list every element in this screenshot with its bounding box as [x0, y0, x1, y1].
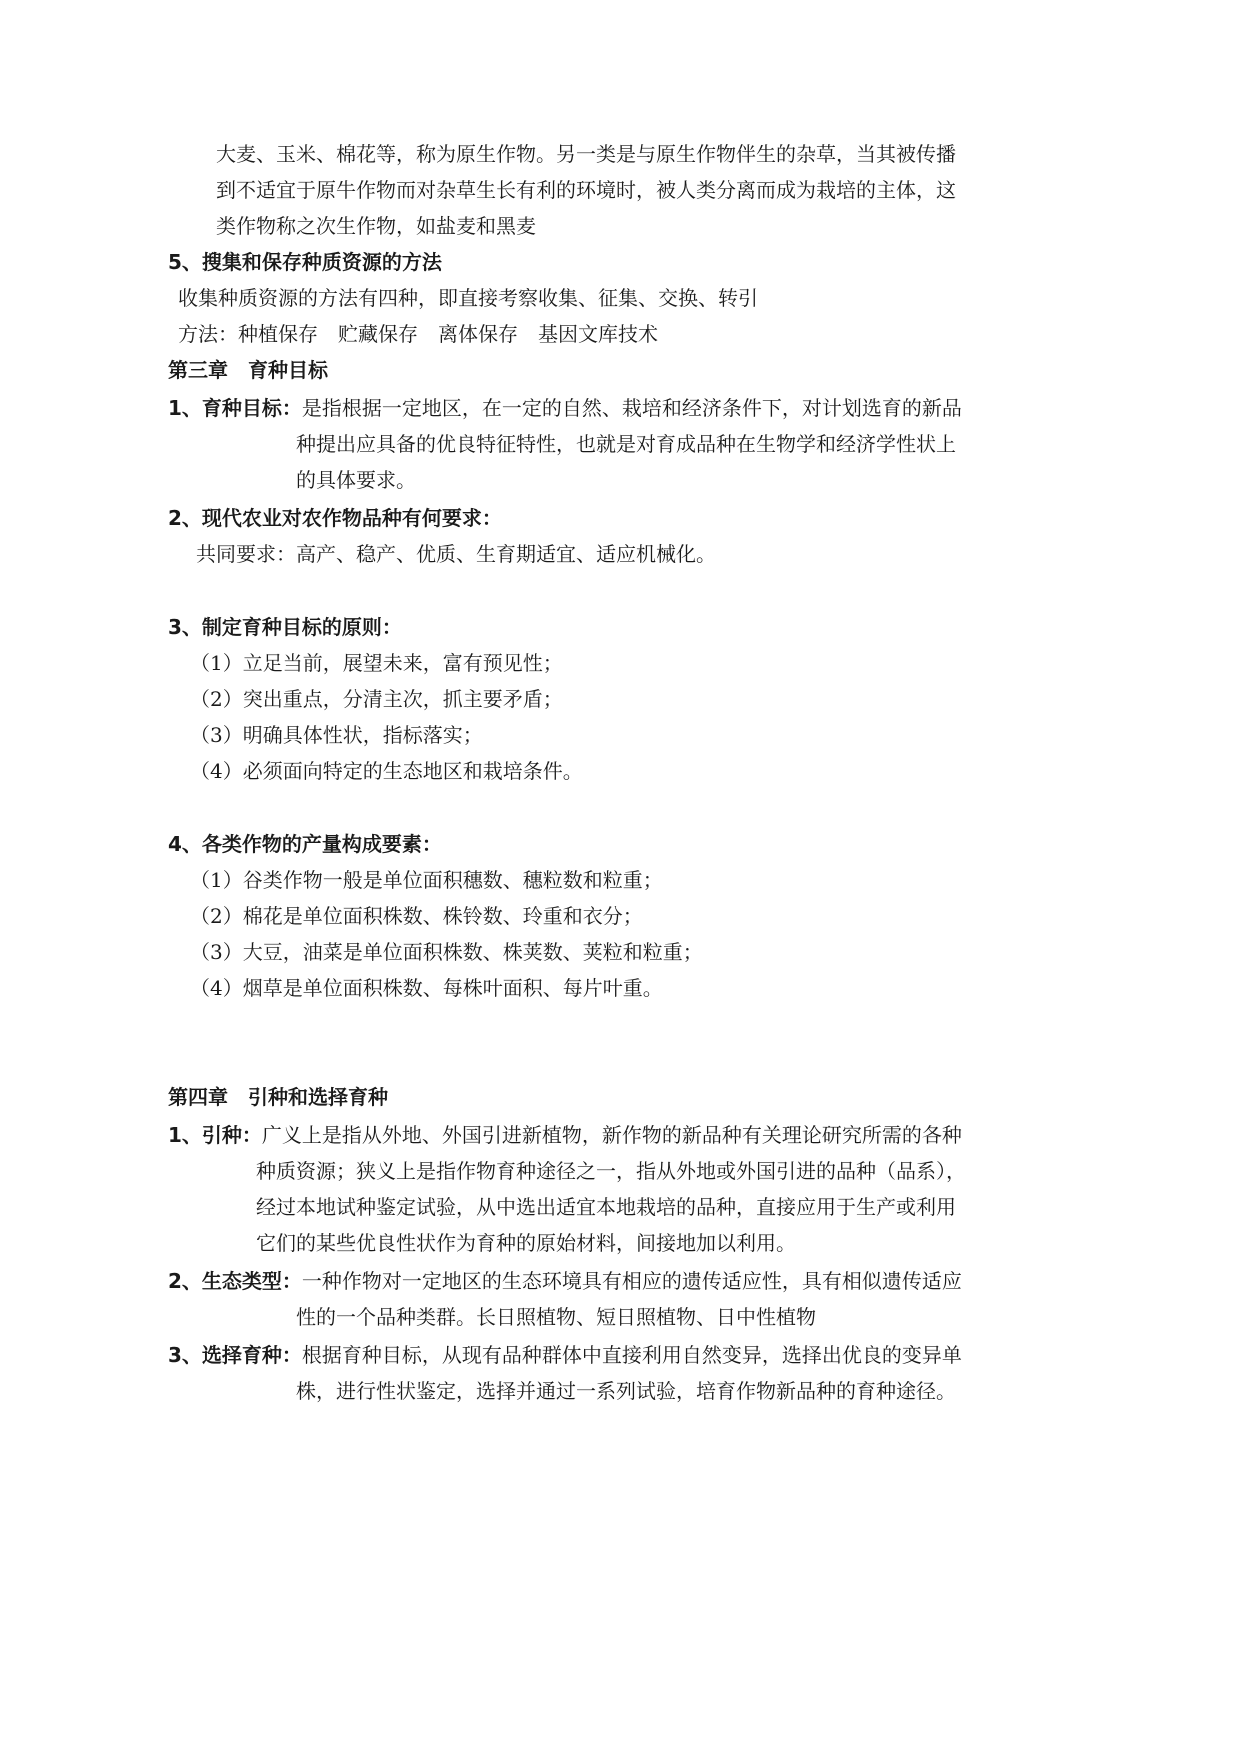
- paragraph-line: 类作物称之次生作物，如盐麦和黑麦: [216, 214, 536, 238]
- list-item: （1）谷类作物一般是单位面积穗数、穗粒数和粒重；: [190, 868, 663, 892]
- paragraph-line: 它们的某些优良性状作为育种的原始材料，间接地加以利用。: [256, 1231, 796, 1255]
- paragraph-line: 共同要求：高产、稳产、优质、生育期适宜、适应机械化。: [196, 542, 716, 566]
- list-item: （2）突出重点，分清主次，抓主要矛盾；: [190, 687, 563, 711]
- section-heading: [168, 614, 402, 640]
- paragraph-line: 种质资源；狭义上是指作物育种途径之一，指从外地或外国引进的品种（品系），: [256, 1159, 966, 1183]
- item-number: 4、: [168, 832, 202, 856]
- definition-text: 一种作物对一定地区的生态环境具有相应的遗传适应性，具有相似遗传适应: [301, 1269, 962, 1293]
- item-number: 3、: [168, 615, 202, 639]
- paragraph-line: 的具体要求。: [296, 468, 416, 492]
- list-item: （4）必须面向特定的生态地区和栽培条件。: [190, 759, 583, 783]
- definition-text: 是指根据一定地区，在一定的自然、栽培和经济条件下，对计划选育的新品: [301, 396, 962, 420]
- item-number: 5、: [168, 250, 202, 274]
- item-number: 3、: [168, 1343, 202, 1367]
- section-heading: [168, 505, 502, 531]
- term-label: 选择育种：: [201, 1343, 302, 1367]
- paragraph-line: 到不适宜于原牛作物而对杂草生长有利的环境时，被人类分离而成为栽培的主体，这: [216, 178, 956, 202]
- section-heading: [168, 249, 442, 275]
- definition-item: [168, 1268, 962, 1294]
- heading-text: 搜集和保存种质资源的方法: [201, 250, 442, 274]
- item-number: 1、: [168, 396, 202, 420]
- heading-text: 制定育种目标的原则：: [201, 615, 402, 639]
- item-number: 2、: [168, 506, 202, 530]
- section-heading: [168, 831, 442, 857]
- list-item: （1）立足当前，展望未来，富有预见性；: [190, 651, 563, 675]
- paragraph-line: 方法：种植保存 贮藏保存 离体保存 基因文库技术: [178, 322, 658, 346]
- list-item: （3）明确具体性状，指标落实；: [190, 723, 483, 747]
- definition-text: 根据育种目标，从现有品种群体中直接利用自然变异，选择出优良的变异单: [301, 1343, 962, 1367]
- item-number: 1、: [168, 1123, 202, 1147]
- term-label: 育种目标：: [201, 396, 302, 420]
- list-item: （4）烟草是单位面积株数、每株叶面积、每片叶重。: [190, 976, 663, 1000]
- paragraph-line: 种提出应具备的优良特征特性，也就是对育成品种在生物学和经济学性状上: [296, 432, 956, 456]
- heading-text: 各类作物的产量构成要素：: [201, 832, 442, 856]
- chapter-title: 第四章 引种和选择育种: [168, 1085, 388, 1109]
- definition-text: 广义上是指从外地、外国引进新植物，新作物的新品种有关理论研究所需的各种: [261, 1123, 962, 1147]
- definition-item: [168, 1342, 962, 1368]
- definition-item: [168, 395, 962, 421]
- paragraph-line: 大麦、玉米、棉花等，称为原生作物。另一类是与原生作物伴生的杂草，当其被传播: [216, 142, 956, 166]
- paragraph-line: 收集种质资源的方法有四种，即直接考察收集、征集、交换、转引: [178, 286, 758, 310]
- heading-text: 现代农业对农作物品种有何要求：: [201, 506, 502, 530]
- term-label: 引种：: [201, 1123, 262, 1147]
- chapter-title: 第三章 育种目标: [168, 358, 328, 382]
- list-item: （2）棉花是单位面积株数、株铃数、玲重和衣分；: [190, 904, 643, 928]
- term-label: 生态类型：: [201, 1269, 302, 1293]
- paragraph-line: 株，进行性状鉴定，选择并通过一系列试验，培育作物新品种的育种途径。: [296, 1379, 956, 1403]
- item-number: 2、: [168, 1269, 202, 1293]
- paragraph-line: 经过本地试种鉴定试验，从中选出适宜本地栽培的品种，直接应用于生产或利用: [256, 1195, 956, 1219]
- list-item: （3）大豆，油菜是单位面积株数、株荚数、荚粒和粒重；: [190, 940, 703, 964]
- definition-item: [168, 1122, 962, 1148]
- paragraph-line: 性的一个品种类群。长日照植物、短日照植物、日中性植物: [296, 1305, 816, 1329]
